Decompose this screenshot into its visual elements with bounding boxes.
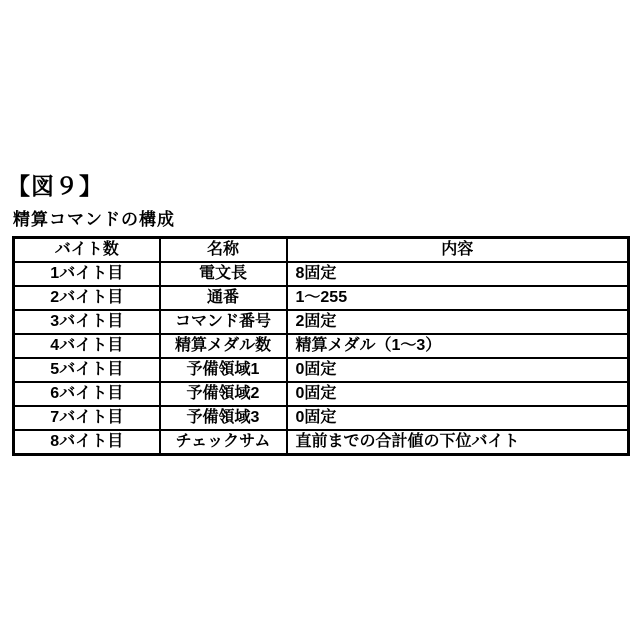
byte-cell: 8バイト目 [14, 430, 160, 455]
name-cell: 電文長 [160, 262, 287, 286]
byte-cell: 5バイト目 [14, 358, 160, 382]
content-cell: 2固定 [287, 310, 629, 334]
table-row [14, 382, 629, 406]
name-cell: 予備領域1 [160, 358, 287, 382]
byte-cell: 6バイト目 [14, 382, 160, 406]
content-cell: 0固定 [287, 406, 629, 430]
name-cell: 予備領域3 [160, 406, 287, 430]
content-cell: 精算メダル（1～3） [287, 334, 629, 358]
table-row [14, 406, 629, 430]
table-header-byte: バイト数 [14, 238, 160, 263]
table-row [14, 310, 629, 334]
content-cell: 8固定 [287, 262, 629, 286]
table-header-name: 名称 [160, 238, 287, 263]
name-cell: 精算メダル数 [160, 334, 287, 358]
name-cell: 通番 [160, 286, 287, 310]
table-row [14, 430, 629, 455]
byte-cell: 7バイト目 [14, 406, 160, 430]
byte-cell: 4バイト目 [14, 334, 160, 358]
name-cell: コマンド番号 [160, 310, 287, 334]
byte-cell: 2バイト目 [14, 286, 160, 310]
table-header-content: 内容 [287, 238, 629, 263]
table-body [14, 262, 629, 455]
table-header-row [14, 238, 629, 263]
figure-label: 【図９】 [7, 173, 103, 199]
table-row [14, 358, 629, 382]
name-cell: 予備領域2 [160, 382, 287, 406]
figure-caption: 精算コマンドの構成 [13, 210, 175, 229]
content-cell: 1～255 [287, 286, 629, 310]
command-structure-table [12, 236, 630, 456]
content-cell: 直前までの合計値の下位バイト [287, 430, 629, 455]
content-cell: 0固定 [287, 382, 629, 406]
table-row [14, 262, 629, 286]
byte-cell: 3バイト目 [14, 310, 160, 334]
name-cell: チェックサム [160, 430, 287, 455]
table-row [14, 334, 629, 358]
content-cell: 0固定 [287, 358, 629, 382]
table-row [14, 286, 629, 310]
byte-cell: 1バイト目 [14, 262, 160, 286]
